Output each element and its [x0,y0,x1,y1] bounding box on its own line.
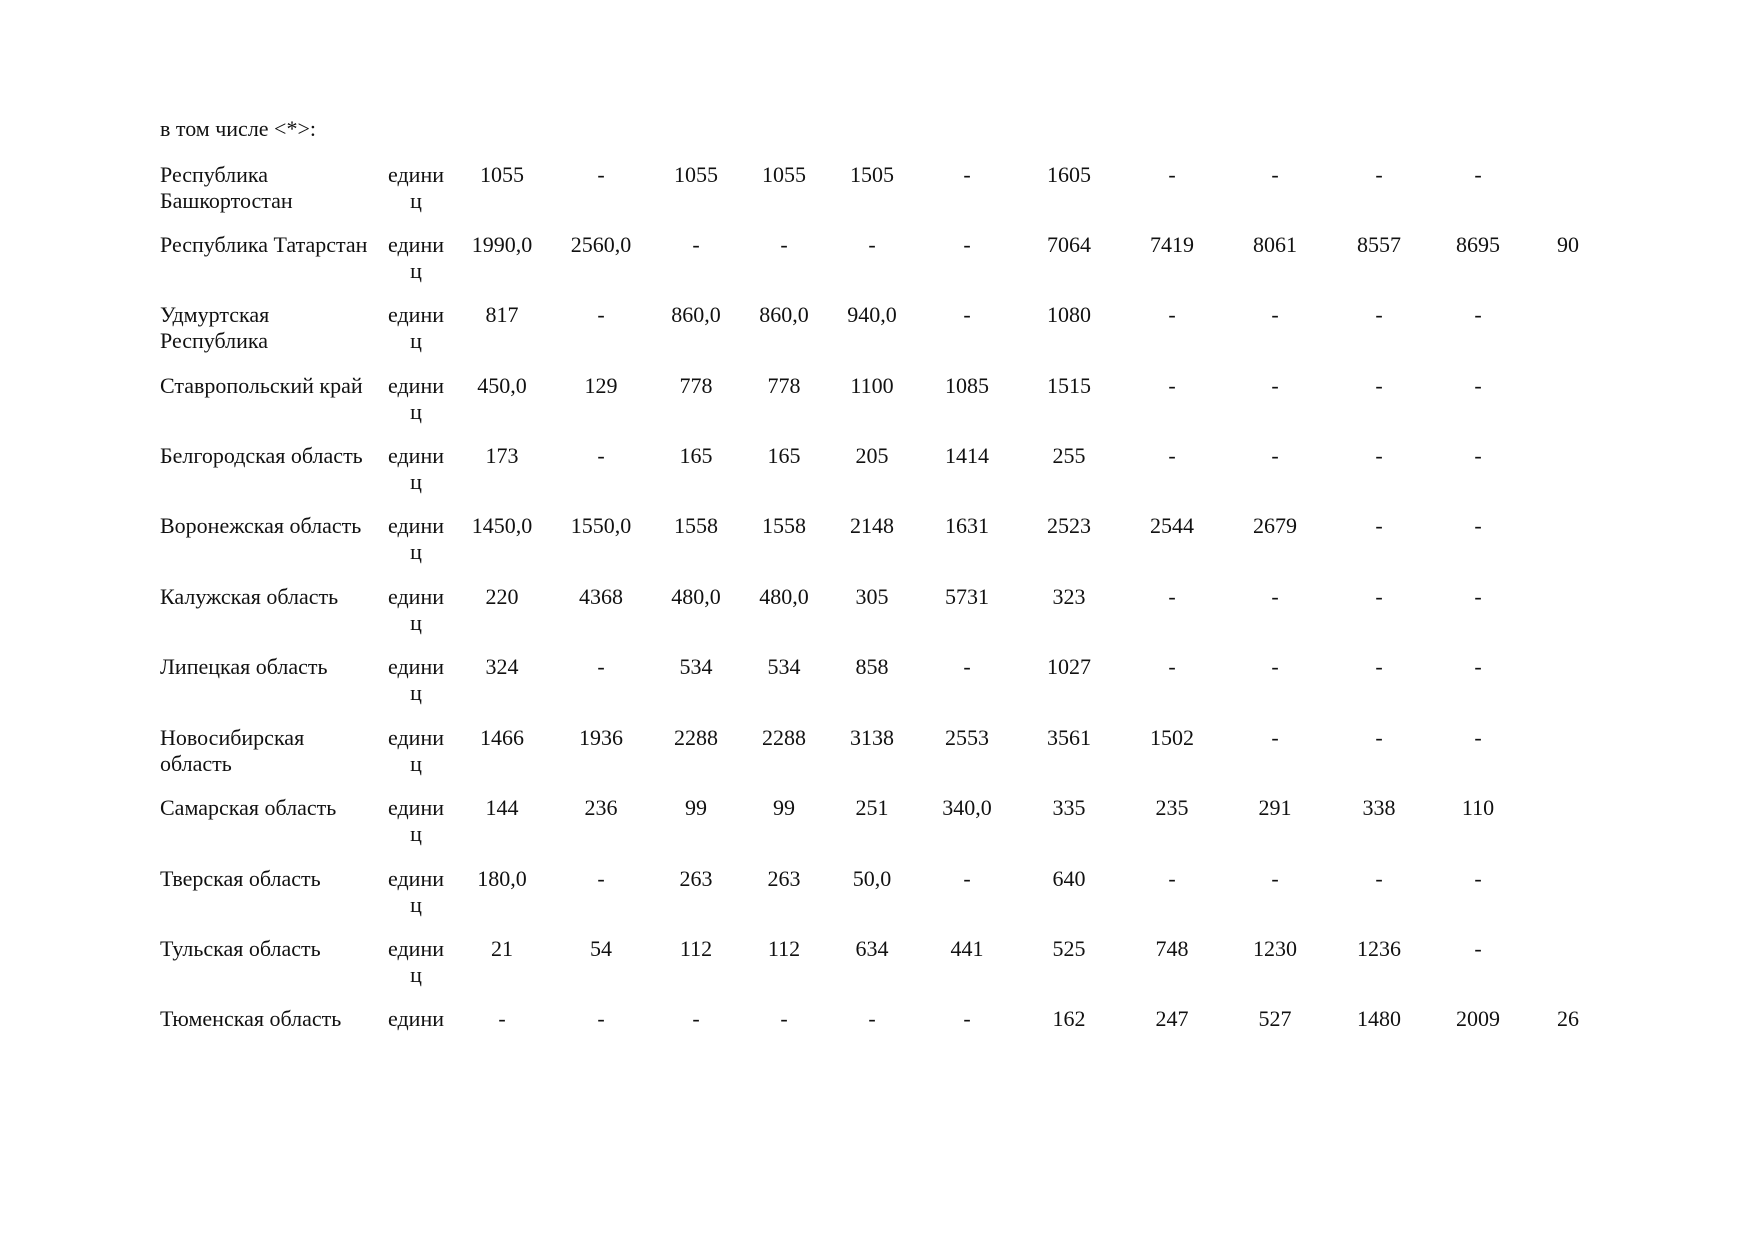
value-cell: 1055 [674,162,718,187]
value-cell: 236 [584,795,618,820]
value-cell: - [1375,162,1383,187]
value-cell: - [498,1006,506,1031]
value-cell: 1936 [579,725,623,750]
table-row [0,795,1754,865]
unit-label: единиц [388,162,444,213]
value-cell: 860,0 [759,302,809,327]
value-cell: 3138 [850,725,894,750]
value-cell: - [597,654,605,679]
unit-label: единиц [388,725,444,776]
value-cell: 220 [485,584,519,609]
region-name: Тульская область [160,936,321,961]
value-cell: - [1375,373,1383,398]
table-row [0,373,1754,443]
value-cell: 144 [485,795,519,820]
region-name: Белгородская область [160,443,363,468]
value-cell: - [1375,302,1383,327]
value-cell: 8557 [1357,232,1401,257]
value-cell: 305 [855,584,889,609]
value-cell: 441 [950,936,984,961]
table-row [0,302,1754,372]
value-cell: 1080 [1047,302,1091,327]
value-cell: 112 [767,936,801,961]
value-cell: - [963,302,971,327]
value-cell: 165 [679,443,713,468]
value-cell: - [1474,302,1482,327]
value-cell: - [780,232,788,257]
value-cell: 324 [485,654,519,679]
region-name: Тюменская область [160,1006,342,1031]
table-row [0,1006,1754,1076]
value-cell: 778 [679,373,713,398]
table-intro-text: в том числе <*>: [160,116,316,141]
value-cell: 21 [491,936,513,961]
value-cell: 8695 [1456,232,1500,257]
value-cell: 1466 [480,725,524,750]
value-cell: 323 [1052,584,1086,609]
value-cell: - [1474,866,1482,891]
value-cell: - [692,232,700,257]
value-cell: 180,0 [477,866,527,891]
value-cell: 534 [767,654,801,679]
value-cell: 7419 [1150,232,1194,257]
value-cell: 247 [1155,1006,1189,1031]
table-row [0,725,1754,795]
value-cell: 525 [1052,936,1086,961]
value-cell: 340,0 [942,795,992,820]
region-name: Республика Башкортостан [160,162,293,213]
value-cell: 2523 [1047,513,1091,538]
value-cell: 291 [1258,795,1292,820]
value-cell: 26 [1557,1006,1579,1031]
value-cell: 54 [590,936,612,961]
value-cell: 1055 [480,162,524,187]
value-cell: - [1168,373,1176,398]
value-cell: 2148 [850,513,894,538]
value-cell: 2679 [1253,513,1297,538]
unit-label: единиц [388,795,444,846]
unit-label: единиц [388,513,444,564]
value-cell: - [1271,373,1279,398]
value-cell: 165 [767,443,801,468]
table-row [0,936,1754,1006]
value-cell: 1505 [850,162,894,187]
value-cell: 1502 [1150,725,1194,750]
value-cell: 2288 [674,725,718,750]
value-cell: - [868,1006,876,1031]
value-cell: - [1271,162,1279,187]
value-cell: 634 [855,936,889,961]
value-cell: 1550,0 [570,513,632,538]
value-cell: - [780,1006,788,1031]
value-cell: - [963,162,971,187]
value-cell: 205 [855,443,889,468]
table-row [0,232,1754,302]
value-cell: 1236 [1357,936,1401,961]
value-cell: 129 [584,373,618,398]
value-cell: - [1375,584,1383,609]
value-cell: - [963,866,971,891]
value-cell: 251 [855,795,889,820]
value-cell: 1480 [1357,1006,1401,1031]
value-cell: 8061 [1253,232,1297,257]
value-cell: 1558 [762,513,806,538]
value-cell: - [1271,443,1279,468]
value-cell: 263 [679,866,713,891]
value-cell: 2553 [945,725,989,750]
value-cell: 748 [1155,936,1189,961]
unit-label: единиц [388,373,444,424]
value-cell: 2009 [1456,1006,1500,1031]
value-cell: 534 [679,654,713,679]
table-row [0,513,1754,583]
value-cell: - [1271,725,1279,750]
value-cell: 1605 [1047,162,1091,187]
value-cell: - [963,1006,971,1031]
value-cell: 858 [855,654,889,679]
value-cell: - [963,654,971,679]
value-cell: 255 [1052,443,1086,468]
value-cell: - [1168,302,1176,327]
value-cell: - [1474,443,1482,468]
unit-label: единиц [388,302,444,353]
value-cell: - [597,443,605,468]
unit-label: единиц [388,232,444,283]
value-cell: 4368 [579,584,623,609]
value-cell: - [1168,654,1176,679]
table-row [0,866,1754,936]
value-cell: 1414 [945,443,989,468]
value-cell: 3561 [1047,725,1091,750]
value-cell: 1055 [762,162,806,187]
value-cell: - [1168,584,1176,609]
unit-label: единиц [388,443,444,494]
table-row [0,584,1754,654]
value-cell: - [1168,443,1176,468]
value-cell: - [1168,866,1176,891]
table-row [0,162,1754,232]
value-cell: 110 [1461,795,1495,820]
unit-label: единиц [388,584,444,635]
value-cell: - [1168,162,1176,187]
value-cell: 480,0 [759,584,809,609]
value-cell: 1631 [945,513,989,538]
region-name: Калужская область [160,584,339,609]
value-cell: - [597,866,605,891]
value-cell: 860,0 [671,302,721,327]
table-row [0,443,1754,513]
value-cell: - [597,162,605,187]
value-cell: - [1375,866,1383,891]
value-cell: 2288 [762,725,806,750]
value-cell: 1450,0 [471,513,533,538]
region-name: Липецкая область [160,654,328,679]
value-cell: - [868,232,876,257]
value-cell: - [1474,725,1482,750]
value-cell: - [1271,302,1279,327]
value-cell: 1100 [850,373,894,398]
value-cell: 162 [1052,1006,1086,1031]
value-cell: - [1271,654,1279,679]
value-cell: - [692,1006,700,1031]
value-cell: 1990,0 [471,232,533,257]
value-cell: - [963,232,971,257]
value-cell: 778 [767,373,801,398]
table-row [0,654,1754,724]
value-cell: 2560,0 [570,232,632,257]
region-name: Ставропольский край [160,373,363,398]
value-cell: 7064 [1047,232,1091,257]
value-cell: - [1474,584,1482,609]
value-cell: - [597,1006,605,1031]
value-cell: 940,0 [847,302,897,327]
value-cell: 1085 [945,373,989,398]
value-cell: 480,0 [671,584,721,609]
value-cell: 335 [1052,795,1086,820]
value-cell: - [1474,513,1482,538]
unit-label: единиц [388,654,444,705]
value-cell: - [1474,373,1482,398]
value-cell: - [1375,654,1383,679]
value-cell: 99 [773,795,795,820]
value-cell: 50,0 [852,866,892,891]
value-cell: 817 [485,302,519,327]
value-cell: - [1474,654,1482,679]
value-cell: 173 [485,443,519,468]
value-cell: 640 [1052,866,1086,891]
value-cell: 450,0 [477,373,527,398]
value-cell: 99 [685,795,707,820]
value-cell: 5731 [945,584,989,609]
value-cell: - [1375,513,1383,538]
value-cell: - [1271,866,1279,891]
region-name: Удмуртская Республика [160,302,270,353]
value-cell: 1558 [674,513,718,538]
value-cell: - [1375,725,1383,750]
value-cell: 338 [1362,795,1396,820]
value-cell: - [1271,584,1279,609]
value-cell: 2544 [1150,513,1194,538]
value-cell: - [1375,443,1383,468]
region-name: Новосибирская область [160,725,305,776]
value-cell: 1027 [1047,654,1091,679]
value-cell: 90 [1557,232,1579,257]
region-name: Тверская область [160,866,321,891]
unit-label: единиц [388,866,444,917]
value-cell: 235 [1155,795,1189,820]
value-cell: 1230 [1253,936,1297,961]
region-name: Воронежская область [160,513,362,538]
value-cell: - [1474,936,1482,961]
value-cell: 527 [1258,1006,1292,1031]
region-name: Республика Татарстан [160,232,368,257]
value-cell: 263 [767,866,801,891]
value-cell: - [1474,162,1482,187]
unit-label: единиц [388,936,444,987]
region-name: Самарская область [160,795,337,820]
value-cell: - [597,302,605,327]
unit-label: едини [388,1006,444,1031]
value-cell: 1515 [1047,373,1091,398]
value-cell: 112 [679,936,713,961]
